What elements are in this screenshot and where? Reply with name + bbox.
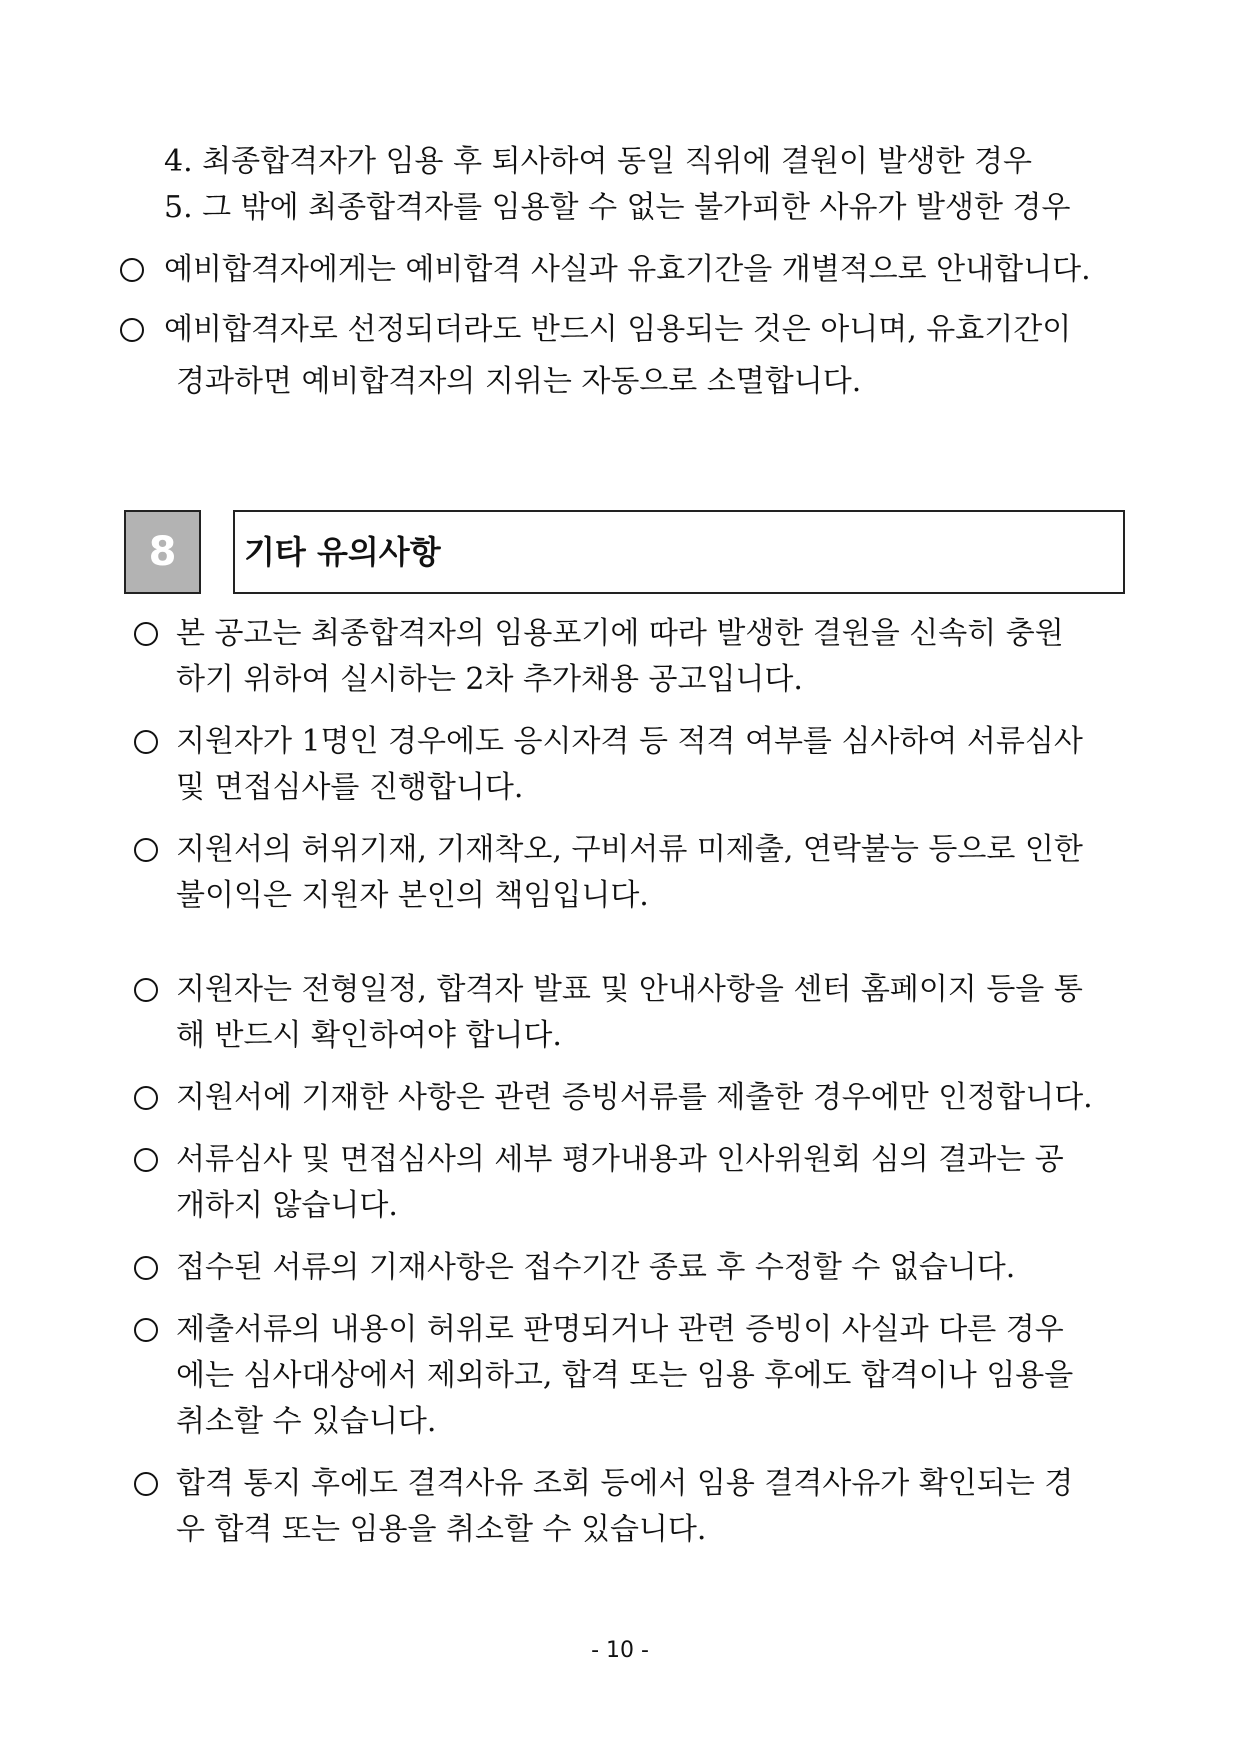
bullet-text: 제출서류의 내용이 허위로 판명되거나 관련 증빙이 사실과 다른 경우 — [176, 1312, 1064, 1347]
page-number: - 10 - — [591, 1638, 649, 1663]
bullet-text: 예비합격자로 선정되더라도 반드시 임용되는 것은 아니며, 유효기간이 — [164, 312, 1072, 347]
section-number: 8 — [124, 510, 201, 594]
bullet-circle-icon — [134, 730, 158, 754]
bullet-text-continued: 하기 위하여 실시하는 2차 추가채용 공고입니다. — [176, 662, 803, 697]
bullet-circle-icon — [134, 622, 158, 646]
bullet-text: 지원자가 1명인 경우에도 응시자격 등 적격 여부를 심사하여 서류심사 — [176, 724, 1083, 759]
bullet-text-continued: 개하지 않습니다. — [176, 1188, 398, 1223]
bullet-text-continued: 경과하면 예비합격자의 지위는 자동으로 소멸합니다. — [176, 364, 862, 399]
list-item-4: 4. 최종합격자가 임용 후 퇴사하여 동일 직위에 결원이 발생한 경우 — [164, 144, 1032, 179]
bullet-text: 예비합격자에게는 예비합격 사실과 유효기간을 개별적으로 안내합니다. — [164, 252, 1091, 287]
bullet-text-continued: 취소할 수 있습니다. — [176, 1404, 437, 1439]
bullet-text-continued: 우 합격 또는 임용을 취소할 수 있습니다. — [176, 1512, 707, 1547]
bullet-circle-icon — [134, 1256, 158, 1280]
bullet-text: 지원서의 허위기재, 기재착오, 구비서류 미제출, 연락불능 등으로 인한 — [176, 832, 1083, 867]
section-title: 기타 유의사항 — [244, 533, 441, 571]
bullet-circle-icon — [134, 1318, 158, 1342]
bullet-text-continued: 에는 심사대상에서 제외하고, 합격 또는 임용 후에도 합격이나 임용을 — [176, 1358, 1074, 1393]
list-item-5: 5. 그 밖에 최종합격자를 임용할 수 없는 불가피한 사유가 발생한 경우 — [164, 190, 1071, 225]
bullet-circle-icon — [120, 318, 144, 342]
bullet-text-continued: 불이익은 지원자 본인의 책임입니다. — [176, 878, 649, 913]
bullet-text: 본 공고는 최종합격자의 임용포기에 따라 발생한 결원을 신속히 충원 — [176, 616, 1064, 651]
bullet-circle-icon — [134, 838, 158, 862]
bullet-circle-icon — [120, 258, 144, 282]
bullet-text: 지원자는 전형일정, 합격자 발표 및 안내사항을 센터 홈페이지 등을 통 — [176, 972, 1083, 1007]
bullet-circle-icon — [134, 1086, 158, 1110]
bullet-text-continued: 및 면접심사를 진행합니다. — [176, 770, 524, 805]
bullet-circle-icon — [134, 1472, 158, 1496]
bullet-text: 합격 통지 후에도 결격사유 조회 등에서 임용 결격사유가 확인되는 경 — [176, 1466, 1074, 1501]
bullet-text: 지원서에 기재한 사항은 관련 증빙서류를 제출한 경우에만 인정합니다. — [176, 1080, 1093, 1115]
bullet-circle-icon — [134, 1148, 158, 1172]
bullet-text-continued: 해 반드시 확인하여야 합니다. — [176, 1018, 562, 1053]
bullet-text: 접수된 서류의 기재사항은 접수기간 종료 후 수정할 수 없습니다. — [176, 1250, 1016, 1285]
bullet-text: 서류심사 및 면접심사의 세부 평가내용과 인사위원회 심의 결과는 공 — [176, 1142, 1064, 1177]
bullet-circle-icon — [134, 978, 158, 1002]
